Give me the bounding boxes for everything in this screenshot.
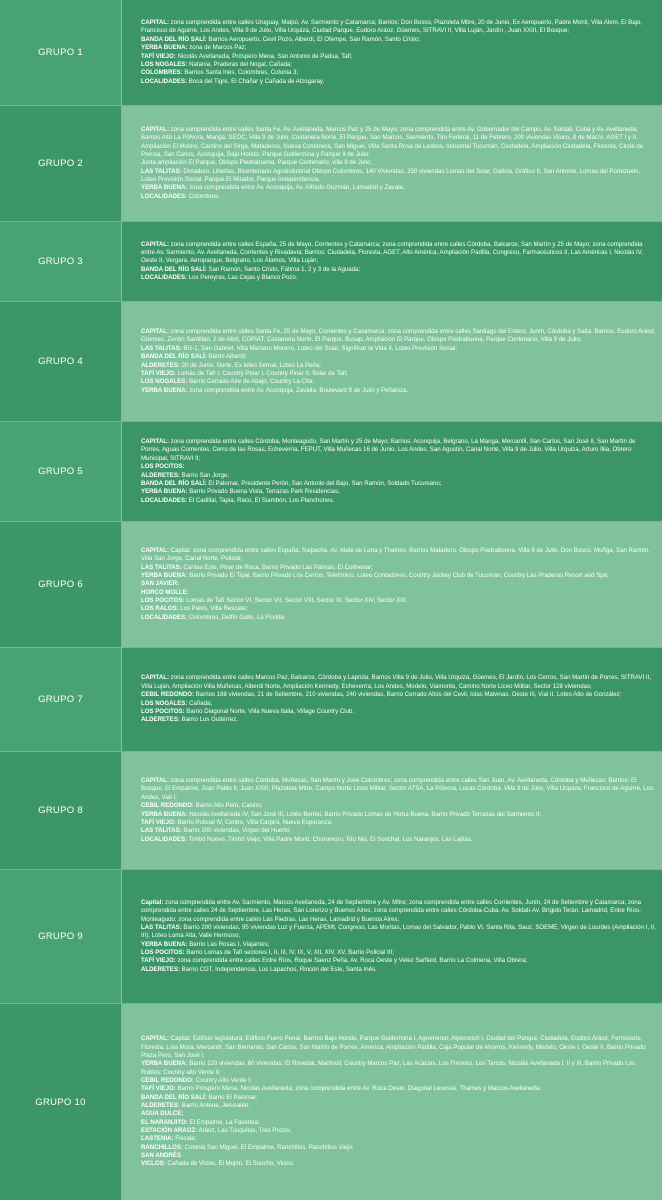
- location-name: COLOMBRES:: [141, 69, 183, 77]
- location-name: TAFÍ VIEJO:: [141, 52, 176, 60]
- location-entry: [141, 547, 656, 564]
- location-areas: Barrio Privado Buena Vista, Terrazas Park Residencias;: [187, 488, 340, 496]
- location-name: TAFÍ VIEJO:: [141, 818, 176, 826]
- location-name: TAFÍ VIEJO:: [141, 369, 176, 377]
- location-entry: [141, 614, 656, 622]
- location-name: CAPITAL:: [141, 328, 169, 336]
- location-areas: Cañada;: [187, 699, 213, 707]
- location-areas: Barrio Próspero Mena, Nicolás Avellaneda; zona comprendida entre Av. Roca Oeste, Diagonal Lecesse, Thames y Marcos Avellaneda;: [175, 1085, 542, 1093]
- group-description: [122, 870, 662, 1003]
- location-entry: [141, 700, 656, 708]
- location-entry: [141, 241, 656, 266]
- location-areas: El Empalme, La Favorina;: [187, 1118, 260, 1126]
- location-name: LOS NOGALES:: [141, 699, 188, 707]
- location-name: YERBA BUENA:: [141, 810, 188, 818]
- location-entry: [141, 1160, 656, 1168]
- location-entry: [141, 605, 656, 613]
- location-entry: [141, 957, 656, 965]
- location-entry: [141, 1110, 656, 1118]
- location-entry: [141, 899, 656, 924]
- location-name: YERBA BUENA:: [141, 571, 188, 579]
- location-entry: [141, 19, 656, 36]
- location-name: LAS TALITAS:: [141, 167, 182, 175]
- location-name: LAS TALITAS:: [141, 563, 182, 571]
- group-label: GRUPO 9: [0, 870, 122, 1003]
- location-name: ALDERETES:: [141, 361, 180, 369]
- location-areas: Nicolás Avellaneda, Próspero Mena, San Antonio de Padua, Tafí;: [175, 52, 353, 60]
- location-name: LOS NOGALES:: [141, 378, 188, 386]
- location-entry: [141, 597, 656, 605]
- location-entry: [141, 370, 656, 378]
- location-entry: [141, 463, 656, 471]
- location-name: YERBA BUENA:: [141, 386, 188, 394]
- location-entry: [141, 1102, 656, 1110]
- location-entry: [141, 53, 656, 61]
- location-areas: Country Alto Verde I;: [194, 1076, 252, 1084]
- group-row: [0, 302, 662, 422]
- location-entry: [141, 827, 656, 835]
- location-entry: [141, 44, 656, 52]
- location-entry: [141, 488, 656, 496]
- location-entry: [141, 1085, 656, 1093]
- group-row: [0, 522, 662, 648]
- location-name: BANDA DEL RÍO SALÍ:: [141, 35, 207, 43]
- location-areas: zona comprendida entre calles España, 25 de Mayo, Corrientes y Catamarca; zona comprendida entre calles Córdoba, Balcarce, San Martín y 25 de Mayo; zona comprendida entre Av. Sarmiento, Av. Avellaneda, Corrientes y Rivadavia; Barrios: Ciudadela, Floresta, AGET, Alto América, Ampliación Padilla, Congreso, Farmacéuticos II, Las Américas I, Nicolás IV, Oeste II, Vergara, Aeroparque, Belgrano, Los Álamos, Villa Luján;: [141, 240, 643, 265]
- group-description: [122, 648, 662, 751]
- location-name: LOS POCITOS:: [141, 463, 185, 471]
- location-name: CAPITAL:: [141, 438, 169, 446]
- location-entry: [141, 966, 656, 974]
- location-name: SAN JAVIER:: [141, 580, 180, 588]
- location-name: TAFÍ VIEJO:: [141, 1085, 176, 1093]
- location-entry: [141, 345, 656, 353]
- location-name: LAS TALITAS:: [141, 923, 182, 931]
- location-areas: zona comprendida entre Av. Sarmiento, Marcos Avellaneda, 24 de Septiembre y Av. Mitre; zona comprendida entre calles Corrientes, Junín, 24 de Setiembre y Catamarca; zona comprendida entre calles 24 de Septiembre, Las Heras, San Lorenzo y Buenos Aires; zona comprendida entre calles Córdoba-Cuba, Av. Soldati-Av. Brígido Terán, Lamadrid, Entre Ríos-Monteagudo; zona comprendida entre calles Las Piedras, Las Heras, Lamadrid y Buenos Aires;: [141, 898, 642, 923]
- location-entry: [141, 836, 656, 844]
- location-name: LOS POCITOS:: [141, 707, 185, 715]
- location-areas: Barrio Antena, Jerusalén;: [179, 1102, 251, 1109]
- location-name: LOS POCITOS:: [141, 949, 185, 957]
- location-areas: Barrios Aeropuerto, Cevil Pozo, Alberdi, El Ofempe, San Ramón, Santo Cristo;: [206, 35, 421, 43]
- location-areas: zona comprendida entre calles Entre Ríos, Roque Saenz Peña, Av. Roca Oeste y Velez Sarfield, Barrio La Colmena, Villa Obrera;: [175, 957, 528, 965]
- location-areas: Barrio Alberdi;: [206, 353, 247, 361]
- location-name: CAPITAL:: [141, 125, 169, 133]
- location-areas: Junta ampliación El Parque, Obispo Piedrabuena, Parque Centenario, villa 9 de Julio;: [141, 159, 373, 167]
- location-entry: [141, 36, 656, 44]
- location-name: CAPITAL:: [141, 19, 169, 27]
- location-areas: BG-1, San Gabriel, Villa Mariano Moreno, Loteo del Solar, Significar la Vida II, Loteo Previsión Social;: [181, 344, 458, 352]
- location-areas: zona comprendida entre calles Marcos Paz, Balcarce, Córdoba y Laprida, Barrios Villa 9 de Julio, Villa Urquiza, Güemes, El Jardín, Los Cerros, San Martín de Porres, SITRAVI II, Villa Luján, Ampliación Villa Muñecas, Alberdi Norte, Ampliación Kennedy, Echeverría, Los Andes, Modelo, Viamonte, Camino Norte Liceo Militar, Sector 128 viviendas;: [141, 674, 651, 690]
- location-areas: Cantas Este, Pinar de Roca, Barrio Privado Las Palmas, El Colmenar;: [181, 563, 373, 571]
- location-entry: [141, 387, 656, 395]
- location-entry: [141, 1060, 656, 1077]
- location-name: ALDERETES:: [141, 471, 180, 479]
- location-name: ALDERETES:: [141, 716, 180, 724]
- location-name: CAPITAL:: [141, 674, 169, 682]
- location-areas: Colombres.: [187, 192, 220, 200]
- location-name: CEBIL REDONDO:: [141, 691, 195, 699]
- group-description: [122, 302, 662, 421]
- location-name: RANCHILLOS:: [141, 1143, 183, 1151]
- location-entry: [141, 1119, 656, 1127]
- group-description: [122, 106, 662, 221]
- location-areas: Cañada de Viclos, El Mojón, El Suncho, Viclos.: [165, 1160, 295, 1168]
- group-label: GRUPO 2: [0, 106, 122, 221]
- location-areas: El Palomar, Presidente Perón, San Antonio del Bajo, San Ramón, Soldado Tucumano;: [206, 479, 442, 487]
- location-name: YERBA BUENA:: [141, 184, 188, 192]
- location-entry: [141, 266, 656, 274]
- location-name: YERBA BUENA:: [141, 940, 188, 948]
- location-entry: [141, 69, 656, 77]
- location-entry: [141, 78, 656, 86]
- group-label: GRUPO 5: [0, 422, 122, 521]
- location-name: AGUA DULCE;: [141, 1110, 184, 1118]
- location-entry: [141, 1127, 656, 1135]
- location-areas: Los Pereyras, Las Cejas y Blanco Pozo.: [187, 274, 298, 282]
- location-name: CAPITAL:: [141, 546, 169, 554]
- group-row: [0, 1004, 662, 1200]
- location-areas: Lomas de Tafí I, Country Pinar I, Country Pinar II, Solar de Tafí;: [175, 369, 348, 377]
- location-areas: Barrio 120 viviendas, 60 viviendas, El Rosedal, Martinoli, Country Marcos Paz, Las Acacias, Los Fresnos, Los Tarcos, Nicolás Avellaneda I, II y III, Barrio Privado Los Robles; Country alto Verde II;: [141, 1060, 636, 1076]
- location-entry: [141, 472, 656, 480]
- group-description: [122, 0, 662, 105]
- location-areas: zona comprendida entre calles Córdoba, Monteagudo, San Martín y 25 de Mayo; Barrios: Aconquija, Belgrano, La Manga, Mercantil, San Carlos, San José II, San Martín de Porres, Aguas Corrientes, Cerro de las Rosas, Echeverría, FEPUT, Villa Muñecas 16 de Junio, Los Andes, San Agustín, Canal Norte, Villa 9 de Julio, Villa Urquiza, Arturo Illia, Obrero Municipal, SITRAVI II;: [141, 438, 636, 462]
- location-areas: Fiscala;: [173, 1135, 197, 1143]
- location-areas: Timbó Nuevo, Timbó Viejo, Villa Padre Monti, Choromoro, Río Nio, El Sunchal, Los Naranjos, Las Lajitas.: [187, 835, 473, 843]
- location-areas: Capital: zona comprendida entre calles España, Suipacha, Av. Mate de Luna y Thames, Barrios Matadero, Obispo Piedrabuena, Villa 9 de Julio, Don Bosco, Muñga, San Ramón, Villa San Jorge, Canal Norte, Policial;: [141, 546, 650, 563]
- location-areas: zona comprendida entre calles Uruguay, Maipú, Av. Sarmiento y Catamarca; Barrios: Don Bosco, Plazoleta Mitre, 20 de Junio, Ex Aeropuerto, Padre Monti, Villa Alem, El Bajo, Francisco de Aguirre, Los Andes, Villa 9 de Julio, Villa Urquiza, Ciudad Parque, Eudoro Aráoz, Güemes, SITRAVI II, Villa Luján, Jardín , Juan XXIII, El Bosque;: [141, 19, 643, 35]
- location-name: YERBA BUENA:: [141, 1060, 188, 1068]
- location-areas: Los Palos, Villa Rescate;: [178, 605, 248, 613]
- location-name: BANDA DEL RÍO SALÍ:: [141, 1093, 207, 1101]
- group-row: [0, 870, 662, 1004]
- group-row: [0, 0, 662, 106]
- location-entry: [141, 193, 656, 201]
- location-entry: [141, 580, 656, 588]
- location-name: BANDA DEL RÍO SALÍ:: [141, 479, 207, 487]
- location-entry: [141, 589, 656, 597]
- location-areas: Barrios Santa Inés, Colombres, Colonia 3;: [182, 69, 299, 77]
- group-row: [0, 752, 662, 870]
- location-entry: [141, 708, 656, 716]
- location-entry: [141, 126, 656, 159]
- location-entry: [141, 924, 656, 941]
- location-areas: Lomas de Tafí Sector VI, Sector VII, Sector VIII, Sector XI, Sector XIV, Sector XIII;: [184, 597, 408, 605]
- group-description: [122, 222, 662, 301]
- location-entry: [141, 1144, 656, 1152]
- location-name: CEBIL REDONDO:: [141, 1076, 195, 1084]
- location-name: CEBIL REDONDO:: [141, 802, 195, 810]
- location-areas: Barrio Lomas de Tafí sectores I, II, III, IV, IX, V, XII, XIV, XV, Barrio Policial III;: [184, 949, 394, 957]
- location-name: LOS POCITOS:: [141, 597, 185, 605]
- group-row: [0, 222, 662, 302]
- location-name: TAFÍ VIEJO:: [141, 957, 176, 965]
- location-entry: [141, 168, 656, 185]
- location-entry: [141, 802, 656, 810]
- location-name: LOS RALOS:: [141, 605, 179, 613]
- location-name: ALDERETES:: [141, 965, 180, 973]
- location-entry: [141, 497, 656, 505]
- location-entry: [141, 1152, 656, 1160]
- location-areas: Barrio El Palomar;: [206, 1093, 258, 1101]
- location-areas: zona comprendida entre Av. Aconquija, Zavalía, Boulevard 9 de Julio y Peñaloza.: [187, 386, 409, 394]
- location-areas: Colombres, Delfín Gallo, La Florida.: [187, 613, 286, 621]
- location-areas: Aráoz, Las Tusquitas, Tres Pozos;: [197, 1127, 292, 1135]
- group-label: GRUPO 1: [0, 0, 122, 105]
- group-label: GRUPO 8: [0, 752, 122, 869]
- group-label: GRUPO 6: [0, 522, 122, 647]
- location-entry: [141, 572, 656, 580]
- location-name: CAPITAL:: [141, 777, 169, 785]
- location-entry: [141, 438, 656, 463]
- location-areas: Barrio Diagonal Norte, Villa Nueva Italia, Village Country Club.: [184, 707, 355, 715]
- location-name: HORCO MOLLE:: [141, 588, 189, 596]
- location-entry: [141, 941, 656, 949]
- location-entry: [141, 480, 656, 488]
- location-areas: Colonia San Miguel, El Empalme, Ranchillos, Ranchillos Viejo;: [182, 1143, 354, 1151]
- location-name: LASTENIA:: [141, 1135, 174, 1143]
- group-row: [0, 422, 662, 522]
- location-name: LOS NOGALES:: [141, 60, 188, 68]
- location-name: YERBA BUENA:: [141, 488, 188, 496]
- group-label: GRUPO 3: [0, 222, 122, 301]
- location-areas: Barrio 200 viviendas, Virgen del Huerto;: [181, 827, 292, 835]
- group-label: GRUPO 10: [0, 1004, 122, 1200]
- location-entry: [141, 811, 656, 819]
- location-areas: Barrio 200 viviendas, 95 viviendas Luz y Fuerza, APEMI, Congreso, Las Moritas, Lomas del Salvador, Pablo VI, Santa Rita, Sauz, SOEME, Virgen de Lourdes (Ampliación I, II, III), Loteo Loma Alta, Valle Hermoso;: [141, 923, 656, 940]
- location-entry: [141, 1035, 656, 1060]
- location-name: VICLOS:: [141, 1160, 166, 1168]
- group-description: [122, 1004, 662, 1200]
- location-entry: [141, 274, 656, 282]
- location-entry: [141, 353, 656, 361]
- location-areas: Barrios 188 viviendas, 21 de Setiembre, 210 viviendas, 240 viviendas, Barrio Cerrado Altos del Cevil, Islas Malvinas, Oeste III, Vial II, Loteo Alto de González;: [194, 691, 622, 699]
- location-name: BANDA DEL RÍO SALÍ:: [141, 265, 207, 273]
- location-entry: [141, 1094, 656, 1102]
- location-name: LOCALIDADES:: [141, 192, 188, 200]
- location-entry: [141, 691, 656, 699]
- location-name: LOCALIDADES:: [141, 835, 188, 843]
- location-areas: Barrio Cerrado Aire de Abajo, Country La Cita;: [187, 378, 315, 386]
- location-entry: [141, 564, 656, 572]
- location-name: Capital:: [141, 898, 164, 906]
- location-name: SAN ANDRÉS: [141, 1152, 182, 1160]
- location-entry: [141, 328, 656, 345]
- location-areas: zona comprendida entre calles Santa Fe, Av. Avellaneda, Marcos Paz y 25 de Mayo; zona comprendida entre Av. Gobernador del Campo, Av. Soldati, Cuba y Av. Avellaneda; Barrios Alto La Pólvora, Manga, SEOC, Villa 9 de Julio, Costanera Norte, El Parque, San Marcos, Sarmiento, Tiro Federal, 11 de Febrero, 200 viviendas Viluco, 8 de Marzo, AGET I y II, Ampliación El Molino, Camino del Sirga, Mataderos, Nueva Costanera, San Miguel, Villa Santa Rosa de Lesbos, Industrial Tucumán, Ciudadela, Ampliación Ciudadela, Floresta, Circle de Prensa, San Carlos, Aconquija, Bajo Hondo, Parque Guillermina y Parque 9 de Julio;: [141, 125, 644, 158]
- group-row: [0, 106, 662, 222]
- location-areas: Barrio CGT, Independencia, Los Lapachos, Rincón del Este, Santa Inés.: [179, 965, 377, 973]
- location-entry: [141, 1135, 656, 1143]
- location-name: LAS TALITAS:: [141, 827, 182, 835]
- location-areas: zona comprendida entre Av. Aconquija, Av. Alfredo Guzmán, Lamadrid y Zavala;: [187, 184, 405, 192]
- location-entry: [141, 378, 656, 386]
- location-name: ESTACIÓN ARAOZ:: [141, 1127, 198, 1135]
- group-label: GRUPO 4: [0, 302, 122, 421]
- location-areas: 20 de Junio, Norte, Ex loteo Sernal, Loteo La Perla;: [179, 361, 321, 369]
- location-entry: [141, 184, 656, 192]
- location-name: LOCALIDADES:: [141, 77, 188, 85]
- group-row: [0, 648, 662, 752]
- location-areas: Barrio Los Gutiérrez.: [179, 716, 238, 724]
- location-areas: Capital: Edificio legislatura; Edificio Fuero Penal, Barrios Bajo Hondo, Parque Guillermina I, Agremenor, Alperovich I, Ciudad del Parque, Ciudadela, Eudoro Aráoz, Ferroviario, Floresta, Lola Mora, Mercantil, San Bernardo, San Carlos, San Martín de Porres, America, Ampliación Padilla, Caja Popular de Ahorros, Kennedy, Modelo, Oeste I, Oeste II, Barrio Privado Plaza Perú, San José I;: [141, 1035, 646, 1059]
- location-areas: Barrio Privado El Tipal, Barrio Privado Los Cerros, Telefónico, Loteo Contadores, Country Jockey Club de Tucumán, Country Las Praderas Resort and Spa;: [187, 571, 609, 579]
- location-name: CAPITAL:: [141, 240, 169, 248]
- location-name: LOCALIDADES:: [141, 274, 188, 282]
- location-name: LAS TALITAS:: [141, 344, 182, 352]
- location-areas: zona comprendida entre calles Córdoba, Muñecas, San Martín y José Colombres; zona comprendida entre calles San Juan, Av. Avellaneda, Córdoba y Muñecas; Barrios: El Bosque, El Empalme, Juan Pablo II, Juan XXIII, Plazoleta Mitre, Campo Norte Liceo Militar, Sector ATSA, La Pólvora, Lucas Córdoba, Villa 9 de Julio, Villa Urquiza, Francisco de Aguirre, Los Andes, Vial I;: [141, 777, 654, 801]
- location-entry: [141, 159, 656, 167]
- location-entry: [141, 362, 656, 370]
- group-description: [122, 522, 662, 647]
- location-name: EL NARANJITO:: [141, 1118, 188, 1126]
- location-areas: Nicolás Avellaneda IV, San José III, Lotéo Bernei, Barrio Privado Lomas de Yerba Buena, Barrio Privado Terrazas del Sarmiento II;: [187, 810, 542, 818]
- group-label: GRUPO 7: [0, 648, 122, 751]
- location-entry: [141, 777, 656, 802]
- location-name: BANDA DEL RÍO SALÍ:: [141, 353, 207, 361]
- location-name: LOCALIDADES:: [141, 613, 188, 621]
- location-name: CAPITAL:: [141, 1035, 169, 1043]
- location-entry: [141, 819, 656, 827]
- location-entry: [141, 716, 656, 724]
- group-description: [122, 422, 662, 521]
- location-name: LOCALIDADES:: [141, 496, 188, 504]
- location-name: ALDERETES:: [141, 1102, 180, 1109]
- location-areas: Natania, Praderas del Nogal, Cañada;: [187, 60, 293, 68]
- location-areas: Boca del Tigre, El Chañar y Cañada de Alzogaray.: [187, 77, 325, 85]
- location-entry: [141, 61, 656, 69]
- location-areas: Barrio Las Rosas I, Viajantes;: [187, 940, 270, 948]
- location-areas: San Ramón, Santo Cristo, Fátima 1, 2 y 3 de la Aguada;: [206, 265, 361, 273]
- location-name: YERBA BUENA:: [141, 44, 188, 52]
- group-description: [122, 752, 662, 869]
- location-areas: Diviadero, Libertas, Bicentenario Agroindustrial Obispo Colombres, 140 Viviendas, 250 viviendas Lomas del Solar, Galicia, Gráfico II, San Antonio, Lomas del Portezuelo, Loteo Previsión Social, Parque El Mirador, Parque Independencia;: [141, 167, 641, 184]
- location-areas: Barrio Alto Perú, Casino;: [194, 802, 263, 810]
- location-areas: Barrio Policial IV, Centro, Villa Carpini, Nueva Esperanza;: [175, 818, 333, 826]
- location-areas: zona de Marcos Paz;: [187, 44, 247, 52]
- location-areas: Barrio San Jorge;: [179, 471, 230, 479]
- location-entry: [141, 674, 656, 691]
- location-areas: zona comprendida entre calles Santa Fe, 25 de Mayo, Corrientes y Casamarca; zona comprendida entre calles Santiago del Estero, Junín, Córdoba y Salta; Barrios: Eudoro Aráoz, Güemes, Zenón Santillán, 2 de Abril, COPIAT, Costanera Norte, El Parque, Busap, Ampliación El Parque, Obispo Piedrabuena, Parque Centenario, Villa 9 de Julio;: [141, 328, 656, 344]
- location-areas: El Cadillal, Tapia, Raco, El Siambón, Los Planchones.: [187, 496, 335, 504]
